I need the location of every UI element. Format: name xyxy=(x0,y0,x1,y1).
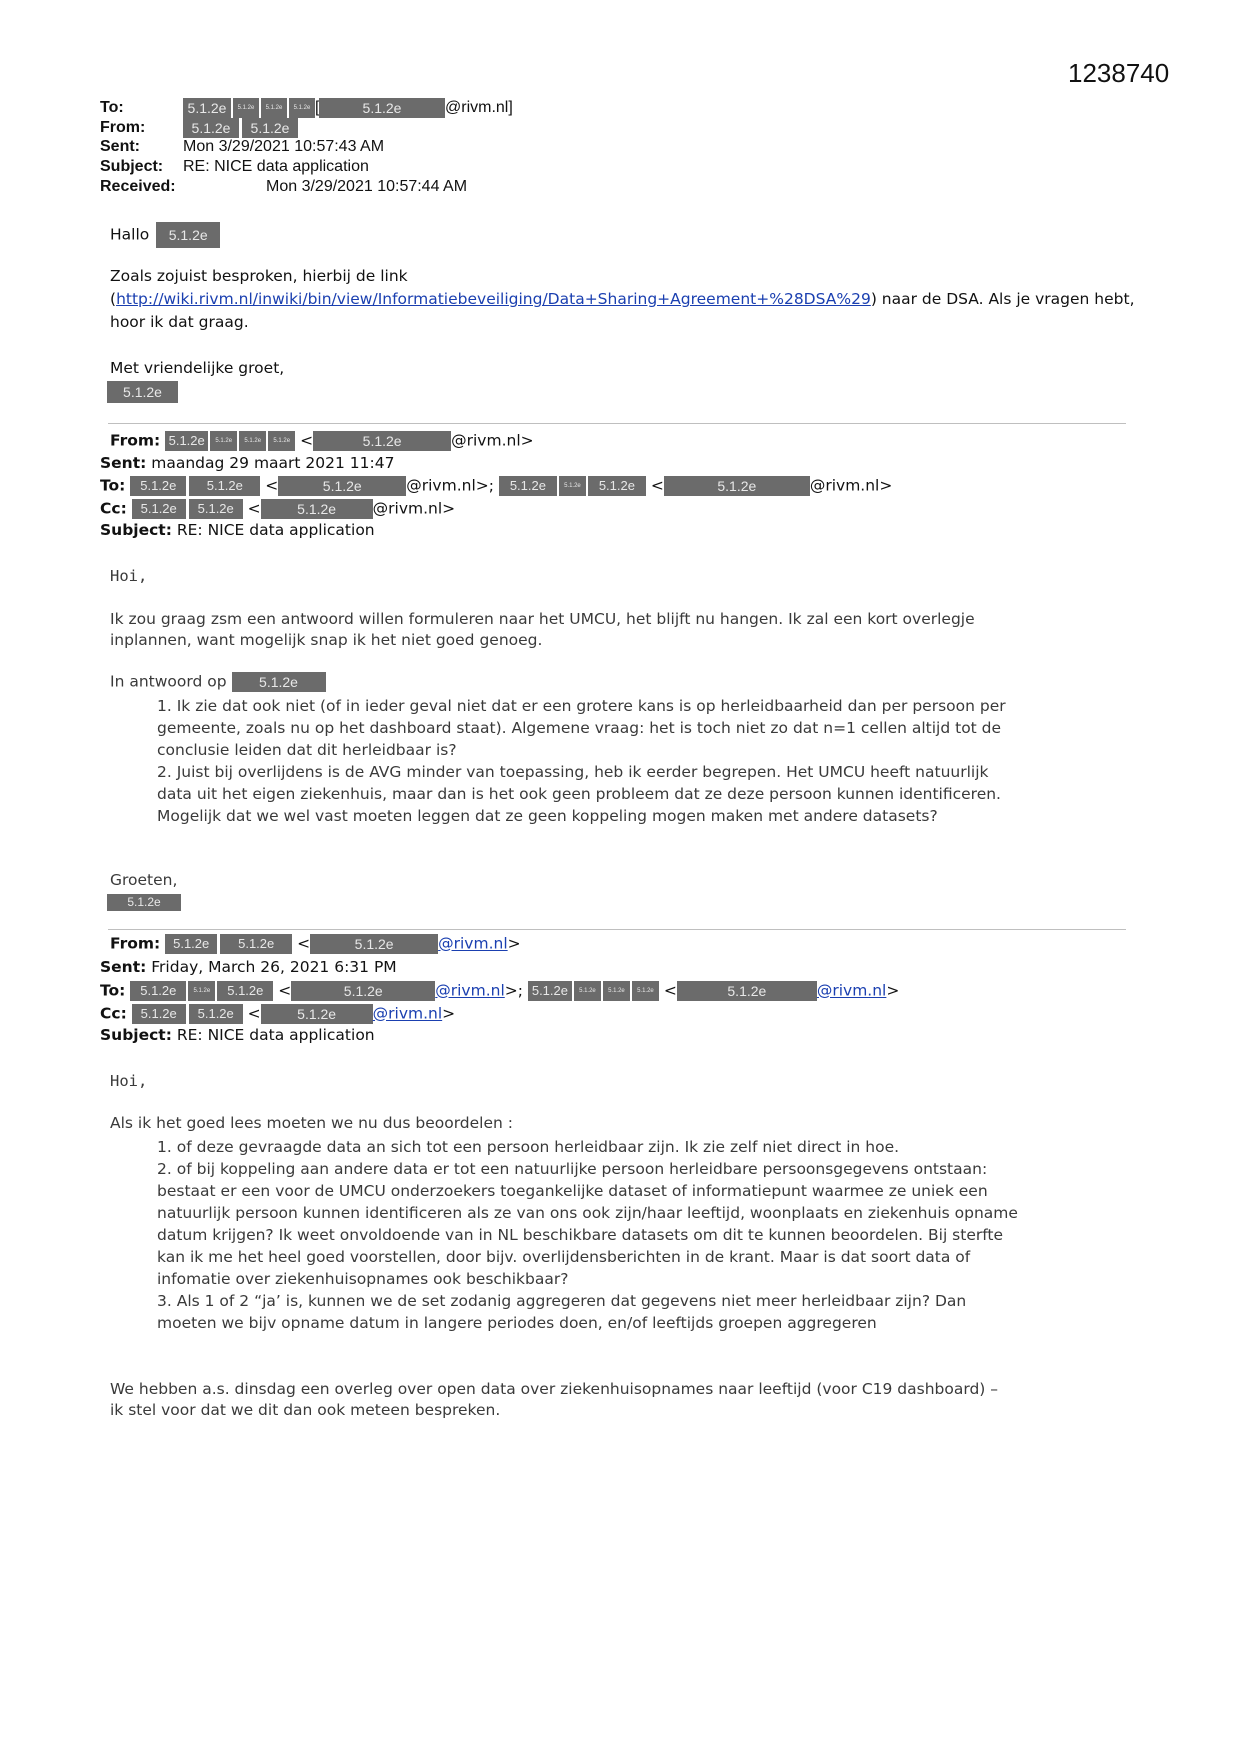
received-value: Mon 3/29/2021 10:57:44 AM xyxy=(266,178,468,195)
q1-answer-list xyxy=(157,695,1127,827)
redaction: 5.1.2e xyxy=(677,981,817,1001)
redaction: 5.1.2e xyxy=(278,476,406,496)
q1-sent-label: Sent: xyxy=(100,454,147,472)
redaction: 5.1.2e xyxy=(319,98,445,118)
redaction: 5.1.2e xyxy=(632,981,659,1001)
list-item-line: conclusie leiden dat dit herleidbaar is? xyxy=(157,741,457,759)
q2-subject-label: Subject: xyxy=(100,1026,172,1044)
redaction: 5.1.2e xyxy=(220,934,292,954)
redaction: 5.1.2e xyxy=(559,476,586,496)
q1-subject-value: RE: NICE data application xyxy=(176,521,375,539)
q1-greeting: Hoi, xyxy=(110,567,148,585)
redaction: 5.1.2e xyxy=(189,476,260,496)
q1-signature xyxy=(107,893,181,911)
redaction: 5.1.2e xyxy=(291,981,435,1001)
redaction: 5.1.2e xyxy=(132,1004,186,1024)
redaction: 5.1.2e xyxy=(574,981,601,1001)
received-label: Received: xyxy=(100,178,176,195)
redaction: 5.1.2e xyxy=(107,894,181,911)
email1-line1: Zoals zojuist besproken, hierbij de link xyxy=(110,267,408,285)
q2-from-label: From: xyxy=(110,934,161,953)
header-received-row xyxy=(100,178,467,196)
list-item-line: Mogelijk dat we wel vast moeten leggen dat ze geen koppeling mogen maken met andere datasets? xyxy=(157,807,938,825)
redaction: 5.1.2e xyxy=(268,431,295,451)
q2-cc-label: Cc: xyxy=(100,1004,127,1023)
q2-to-row: To: 5.1.2e 5.1.2e 5.1.2e < 5.1.2e @rivm.nl>; 5.1.2e 5.1.2e 5.1.2e 5.1.2e < 5.1.2e @rivm.nl> xyxy=(100,981,900,1000)
redaction: 5.1.2e xyxy=(242,118,298,138)
email1-greeting-row xyxy=(110,222,220,248)
q1-subject-label: Subject: xyxy=(100,521,172,539)
q1-reply-intro: In antwoord op xyxy=(110,672,227,691)
redaction: 5.1.2e xyxy=(239,431,266,451)
q2-subject-value: RE: NICE data application xyxy=(176,1026,375,1044)
q2-cc-email-link[interactable]: @rivm.nl xyxy=(372,1004,443,1023)
redaction: 5.1.2e xyxy=(603,981,630,1001)
q2-cc-row: Cc: 5.1.2e 5.1.2e < 5.1.2e @rivm.nl> xyxy=(100,1004,456,1023)
redaction: 5.1.2e xyxy=(261,98,287,118)
sent-label: Sent: xyxy=(100,138,140,155)
q1-closing: Groeten, xyxy=(110,871,178,889)
q2-sent-row xyxy=(100,958,397,976)
separator xyxy=(108,423,1126,424)
q1-cc-row: Cc: 5.1.2e 5.1.2e < 5.1.2e @rivm.nl> xyxy=(100,499,456,518)
q2-from-email-link[interactable]: @rivm.nl xyxy=(438,934,508,953)
list-item: 3. Als 1 of 2 “ja’ is, kunnen we de set zodanig aggregeren dat gegevens niet meer herleidbaar zijn? Dan xyxy=(157,1292,967,1310)
document-number: 1238740 xyxy=(1068,58,1170,88)
redaction: 5.1.2e xyxy=(528,981,572,1001)
header-sent-row xyxy=(100,138,384,156)
q1-para1: Ik zou graag zsm een antwoord willen formuleren naar het UMCU, het blijft nu hangen. Ik zal een kort overlegje inplannen, want mogelijk snap ik het niet goed genoeg. xyxy=(110,610,975,649)
q2-subject-row xyxy=(100,1026,375,1044)
redaction: 5.1.2e xyxy=(261,1004,373,1024)
redaction: 5.1.2e xyxy=(499,476,557,496)
q1-to-label: To: xyxy=(100,476,126,495)
email1-line3: hoor ik dat graag. xyxy=(110,313,249,331)
list-item-line: bestaat er een voor de UMCU onderzoekers toegankelijke dataset of informatiepunt waarmee ze uniek een xyxy=(157,1182,988,1200)
email1-closing: Met vriendelijke groet, xyxy=(110,359,285,377)
q1-from-row: From: 5.1.2e 5.1.2e 5.1.2e 5.1.2e < 5.1.2e @rivm.nl> xyxy=(110,431,534,450)
redaction: 5.1.2e xyxy=(183,98,231,118)
q1-cc-label: Cc: xyxy=(100,499,127,518)
redaction: 5.1.2e xyxy=(165,431,208,451)
q2-sent-value: Friday, March 26, 2021 6:31 PM xyxy=(151,958,397,976)
q2-intro: Als ik het goed lees moeten we nu dus beoordelen : xyxy=(110,1114,513,1132)
email1-line2: (http://wiki.rivm.nl/inwiki/bin/view/Informatiebeveiliging/Data+Sharing+Agreement+%28DSA%29) naar de DSA. Als je vragen hebt, xyxy=(110,290,1135,308)
redaction: 5.1.2e xyxy=(130,476,186,496)
redaction: 5.1.2e xyxy=(130,981,186,1001)
q1-to-row: To: 5.1.2e 5.1.2e < 5.1.2e @rivm.nl>; 5.1.2e 5.1.2e 5.1.2e < 5.1.2e @rivm.nl> xyxy=(100,476,893,495)
q1-from-email: @rivm.nl> xyxy=(451,431,534,450)
list-item-line: kan ik me het heel goed voorstellen, door bijv. overlijdensberichten in de krant. Maar is dat soort data of xyxy=(157,1248,971,1266)
q1-sent-row xyxy=(100,454,394,472)
to-label: To: xyxy=(100,99,124,117)
q1-cc-email: @rivm.nl> xyxy=(372,499,456,518)
sent-value: Mon 3/29/2021 10:57:43 AM xyxy=(183,138,385,155)
list-item-line: infomatie over ziekenhuisopnames ook beschikbaar? xyxy=(157,1270,569,1288)
redaction: 5.1.2e xyxy=(132,499,186,519)
q1-sent-value: maandag 29 maart 2021 11:47 xyxy=(151,454,395,472)
redaction: 5.1.2e xyxy=(156,222,220,248)
list-item-line: data uit het eigen ziekenhuis, maar dan is het ook geen probleem dat ze deze persoon kunnen identificeren. xyxy=(157,785,1001,803)
to-email: @rivm.nl] xyxy=(445,99,513,117)
q1-subject-row xyxy=(100,521,375,539)
list-item: 1. of deze gevraagde data an sich tot een persoon herleidbaar zijn. Ik zie zelf niet direct in hoe. xyxy=(157,1138,900,1156)
list-item: 2. Juist bij overlijdens is de AVG minder van toepassing, heb ik eerder begrepen. Het UMCU heeft natuurlijk xyxy=(157,763,989,781)
dsa-wiki-link[interactable]: http://wiki.rivm.nl/inwiki/bin/view/Informatiebeveiliging/Data+Sharing+Agreement+%28DSA%29 xyxy=(116,290,871,308)
q2-question-list xyxy=(157,1136,1127,1334)
header-from-row xyxy=(100,118,298,138)
list-item-line: datum krijgen? Ik weet onvoldoende van in NL beschikbare datasets om dit te kunnen beoordelen. Bij sterfte xyxy=(157,1226,1004,1244)
email1-signature xyxy=(107,381,178,403)
list-item-line: natuurlijk persoon kunnen identificeren als ze van ons ook zijn/haar leeftijd, woonplaats en ziekenhuis opname xyxy=(157,1204,1018,1222)
q2-from-row: From: 5.1.2e 5.1.2e < 5.1.2e @rivm.nl> xyxy=(110,934,521,953)
q1-to-email1: @rivm.nl>; xyxy=(406,476,494,495)
redaction: 5.1.2e xyxy=(188,981,215,1001)
separator xyxy=(108,929,1126,930)
list-item-line: moeten we bijv opname datum in langere periodes doen, en/of leeftijds groepen aggregeren xyxy=(157,1314,877,1332)
q1-reply-intro-row xyxy=(110,672,326,692)
q1-from-label: From: xyxy=(110,431,161,450)
redaction: 5.1.2e xyxy=(233,98,259,118)
redaction: 5.1.2e xyxy=(107,381,178,403)
header-to-row: To: 5.1.2e 5.1.2e 5.1.2e 5.1.2e [ 5.1.2e @rivm.nl] xyxy=(100,99,513,117)
redaction: 5.1.2e xyxy=(217,981,273,1001)
q2-to-label: To: xyxy=(100,981,126,1000)
subject-value: RE: NICE data application xyxy=(183,158,369,175)
redaction: 5.1.2e xyxy=(183,118,239,138)
q2-greeting: Hoi, xyxy=(110,1072,148,1090)
email1-greeting: Hallo xyxy=(110,225,150,244)
list-item: 1. Ik zie dat ook niet (of in ieder geval niet dat er een grotere kans is op herleidbaarheid dan per persoon per xyxy=(157,697,1006,715)
redaction: 5.1.2e xyxy=(189,1004,243,1024)
redaction: 5.1.2e xyxy=(289,98,315,118)
list-item: 2. of bij koppeling aan andere data er tot een natuurlijke persoon herleidbare persoonsgegevens ontstaan: xyxy=(157,1160,988,1178)
redaction: 5.1.2e xyxy=(232,672,326,692)
redaction: 5.1.2e xyxy=(310,934,438,954)
redaction: 5.1.2e xyxy=(664,476,810,496)
subject-label: Subject: xyxy=(100,158,164,175)
q2-closing: We hebben a.s. dinsdag een overleg over open data over ziekenhuisopnames naar leeftijd (voor C19 dashboard) – ik stel voor dat we dit dan ook meteen bespreken. xyxy=(110,1380,999,1419)
header-subject-row xyxy=(100,158,369,176)
redaction: 5.1.2e xyxy=(588,476,646,496)
redaction: 5.1.2e xyxy=(313,431,451,451)
from-label: From: xyxy=(100,119,146,137)
redaction: 5.1.2e xyxy=(261,499,373,519)
q1-to-email2: @rivm.nl> xyxy=(809,476,893,495)
q2-sent-label: Sent: xyxy=(100,958,147,976)
redaction: 5.1.2e xyxy=(210,431,237,451)
redaction: 5.1.2e xyxy=(189,499,243,519)
redaction: 5.1.2e xyxy=(165,934,217,954)
q2-to-email2-link[interactable]: @rivm.nl xyxy=(816,981,887,1000)
q2-to-email1-link[interactable]: @rivm.nl xyxy=(435,981,505,1000)
list-item-line: gemeente, zoals nu op het dashboard staat). Algemene vraag: het is toch niet zo dat n=1 cellen altijd tot de xyxy=(157,719,1002,737)
